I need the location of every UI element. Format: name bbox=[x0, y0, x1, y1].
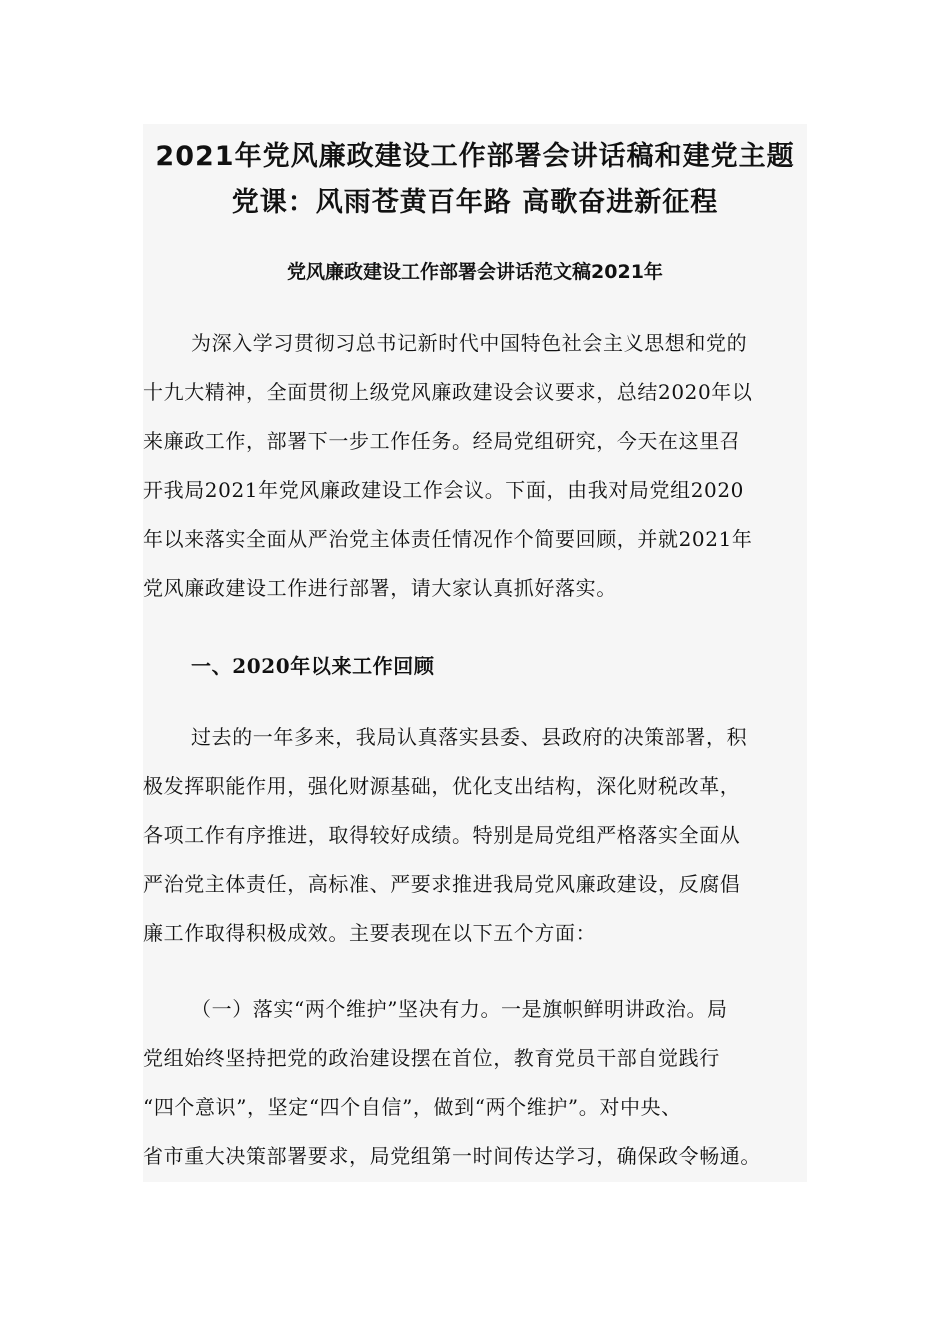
text-line: 十九大精神，全面贯彻上级党风廉政建设会议要求，总结2020年以 bbox=[143, 380, 753, 404]
text-line: 党组始终坚持把党的政治建设摆在首位，教育党员干部自觉践行 bbox=[143, 1046, 720, 1070]
text-line: 过去的一年多来，我局认真落实县委、县政府的决策部署，积 bbox=[191, 725, 748, 749]
paragraph-review bbox=[143, 713, 807, 958]
document-subtitle: 党风廉政建设工作部署会讲话范文稿2021年 bbox=[287, 261, 663, 283]
text-line: 年以来落实全面从严治党主体责任情况作个简要回顾，并就2021年 bbox=[143, 527, 753, 551]
text-line: 各项工作有序推进，取得较好成绩。特别是局党组严格落实全面从 bbox=[143, 823, 741, 847]
paragraph-point-one bbox=[143, 985, 807, 1181]
text-line: 为深入学习贯彻习总书记新时代中国特色社会主义思想和党的 bbox=[191, 331, 748, 355]
section-heading: 一、2020年以来工作回顾 bbox=[191, 654, 435, 678]
text-line: 党风廉政建设工作进行部署，请大家认真抓好落实。 bbox=[143, 576, 617, 600]
text-line: 廉工作取得积极成效。主要表现在以下五个方面： bbox=[143, 921, 597, 945]
text-line: （一）落实“两个维护”坚决有力。一是旗帜鲜明讲政治。局 bbox=[191, 997, 728, 1021]
title-line: 党课：风雨苍黄百年路 高歌奋进新征程 bbox=[231, 187, 719, 218]
text-line: 来廉政工作，部署下一步工作任务。经局党组研究，今天在这里召 bbox=[143, 429, 741, 453]
text-line: 省市重大决策部署要求，局党组第一时间传达学习，确保政令畅通。 bbox=[143, 1144, 761, 1168]
text-line: 开我局2021年党风廉政建设工作会议。下面，由我对局党组2020 bbox=[143, 478, 744, 502]
document-title bbox=[143, 134, 807, 226]
text-line: 严治党主体责任，高标准、严要求推进我局党风廉政建设，反腐倡 bbox=[143, 872, 741, 896]
text-line: “四个意识”，坚定“四个自信”，做到“两个维护”。对中央、 bbox=[143, 1095, 682, 1119]
text-line: 极发挥职能作用，强化财源基础，优化支出结构，深化财税改革， bbox=[143, 774, 741, 798]
paragraph-intro bbox=[143, 319, 807, 613]
title-line: 2021年党风廉政建设工作部署会讲话稿和建党主题 bbox=[155, 141, 795, 172]
